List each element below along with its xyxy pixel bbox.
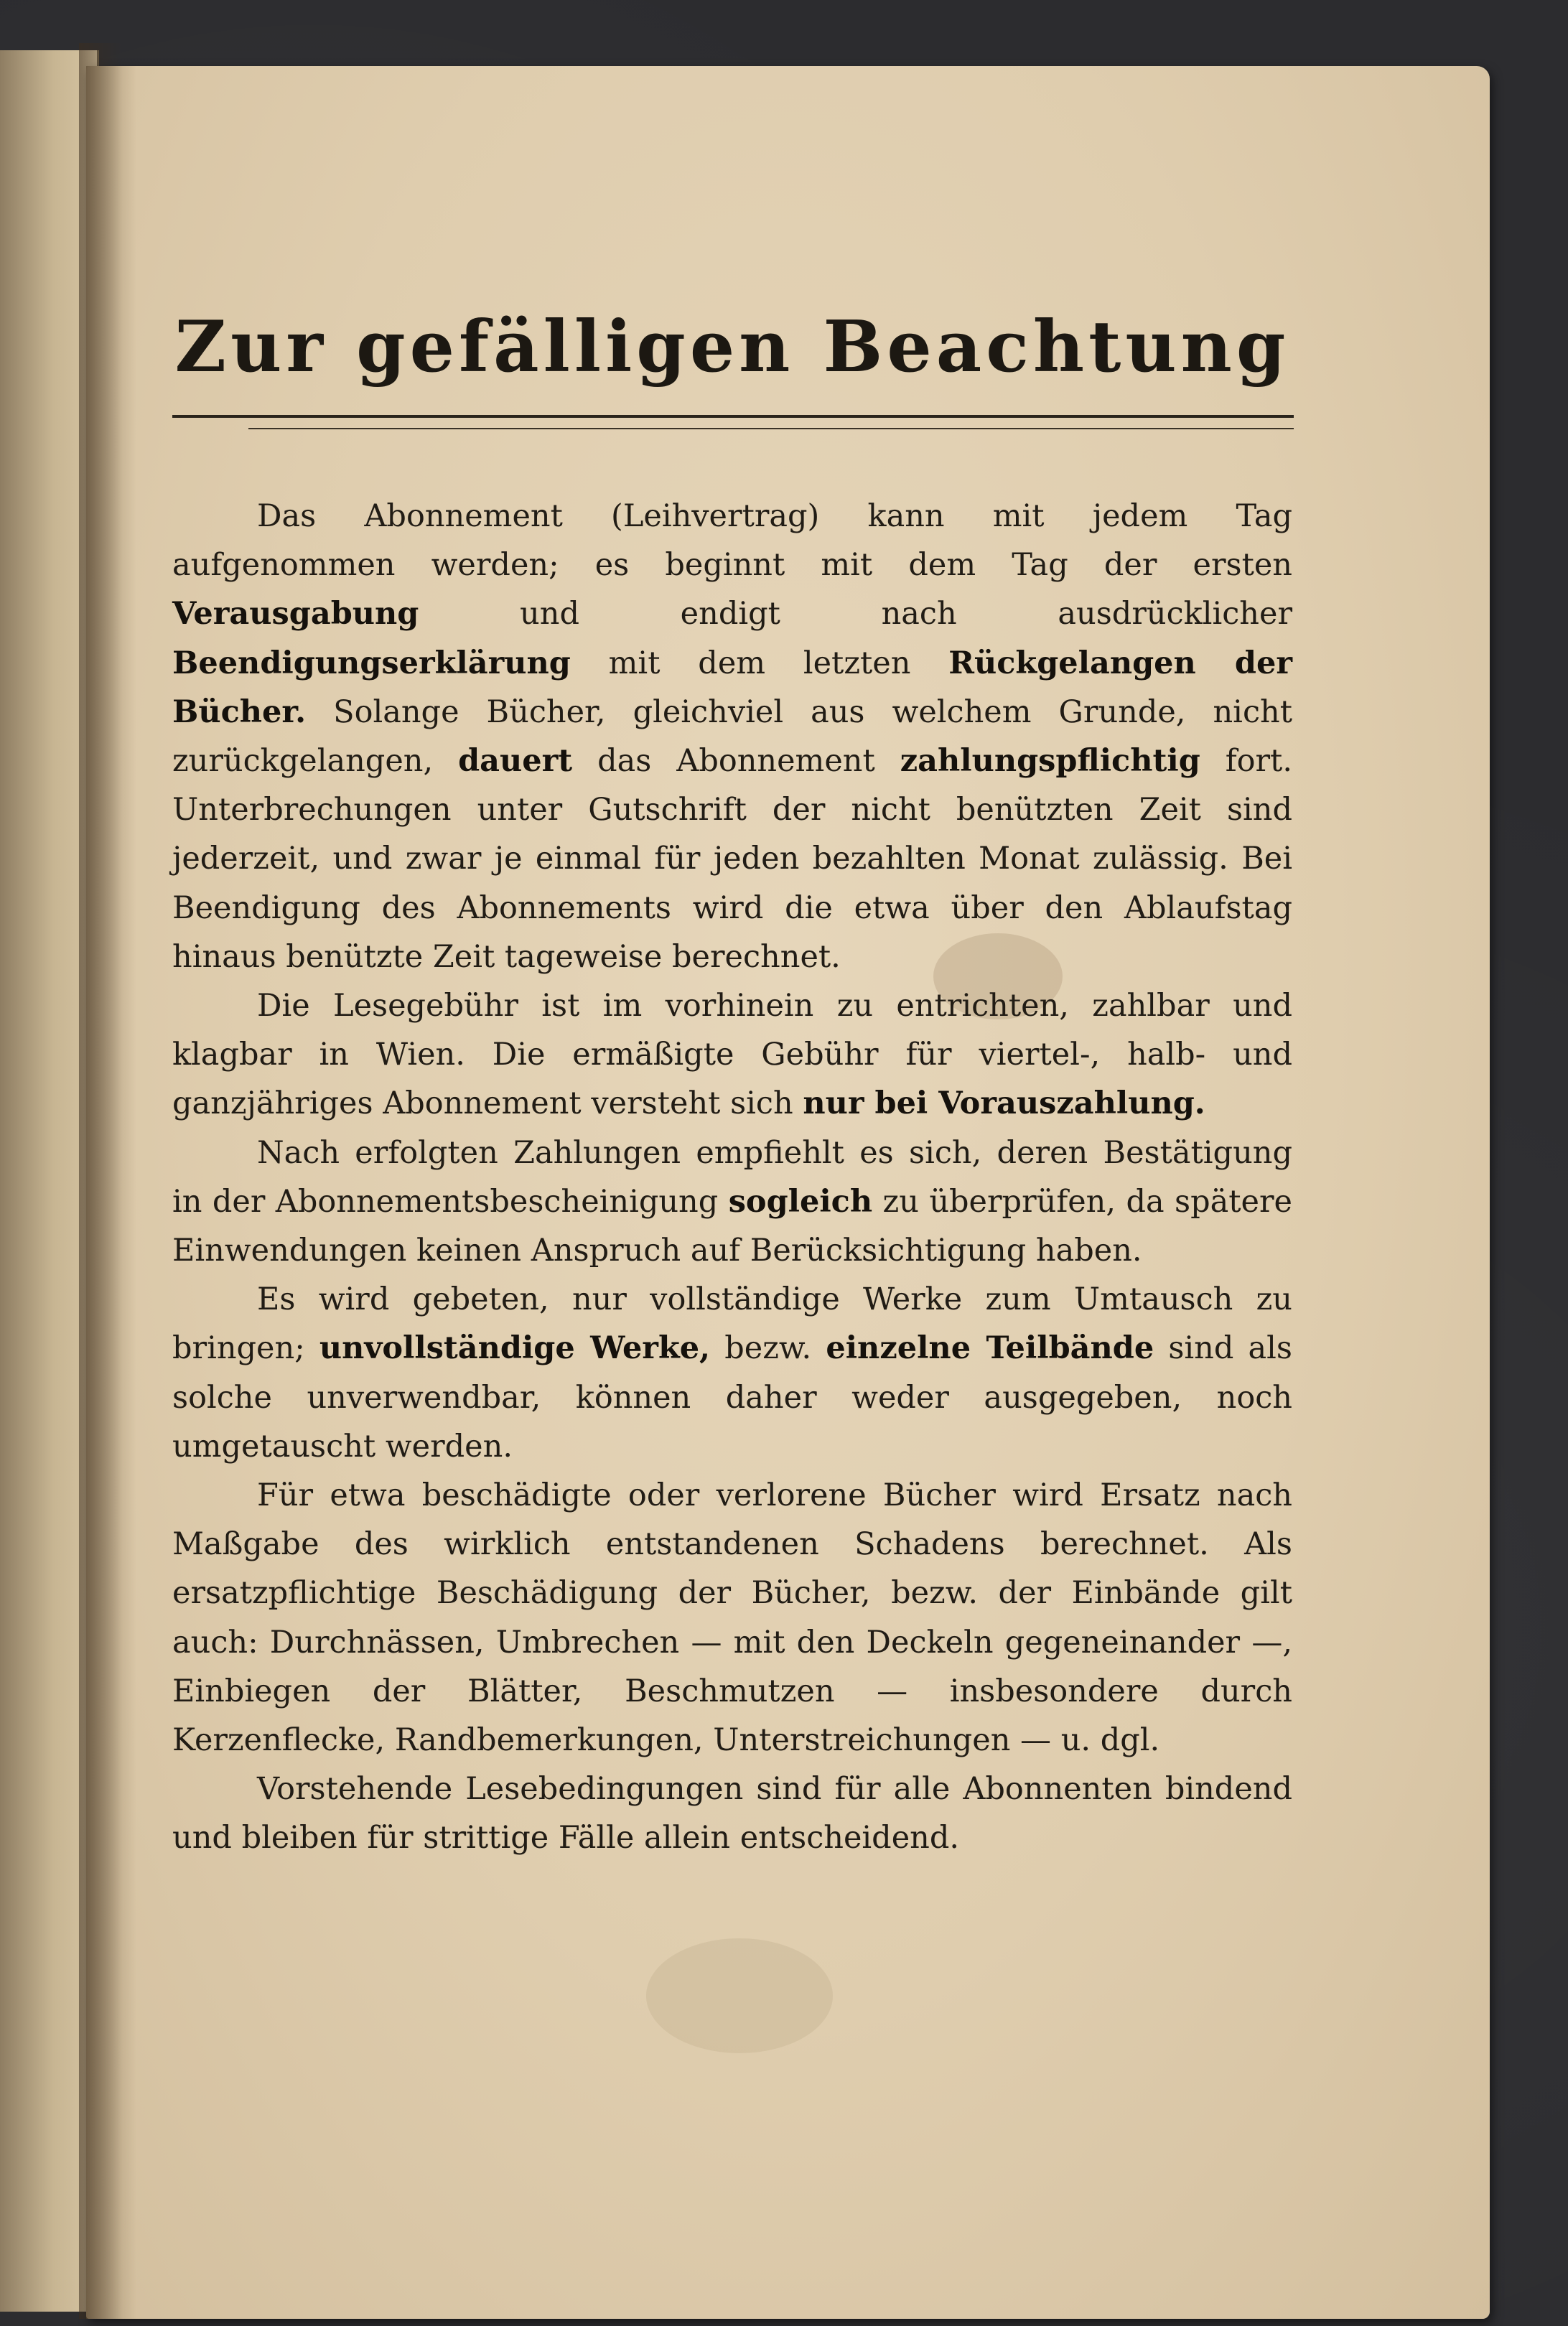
paragraph xyxy=(172,981,1292,1129)
emphasized-text: Beendigungserklärung xyxy=(172,645,571,681)
paragraph-text: Für etwa beschädigte oder verlorene Bücher wird Ersatz nach Maßgabe des wirklich entstandenen Schadens berechnet. Als ersatzpflichtige Beschädigung der Bücher, bezw. der Einbände gilt auch: Durchnässen, Umbrechen — mit den Deckeln gegeneinander —, Einbiegen der Blätter, Beschmutzen — insbesondere durch Kerzenflecke, Randbemerkungen, Unterstreichungen — u. dgl. xyxy=(172,1477,1292,1759)
paragraph-text: Solange Bücher, gleichviel aus welchem Grunde, nicht zurückgelangen, xyxy=(172,693,1292,780)
paragraph-text: sind als solche unverwendbar, können daher weder ausgegeben, noch umgetauscht werden. xyxy=(172,1330,1292,1465)
paragraph xyxy=(172,1471,1292,1765)
paragraph-text: zu überprüfen, da spätere Einwendungen keinen Anspruch auf Berücksichtigung haben. xyxy=(172,1183,1292,1269)
emphasized-text: sogleich xyxy=(728,1183,873,1220)
title-rule-thin xyxy=(248,428,1294,429)
emphasized-text: dauert xyxy=(458,743,573,780)
paper-stain xyxy=(646,1938,833,2053)
title-rule-thick xyxy=(172,415,1294,418)
paragraph-text: mit dem letzten xyxy=(570,645,949,681)
emphasized-text: zahlungspflichtig xyxy=(900,743,1200,780)
paragraph-text: Nach erfolgten Zahlungen empfiehlt es sich, deren Bestätigung in der Abonnementsbescheinigung xyxy=(172,1134,1292,1220)
emphasized-text: unvollständige Werke, xyxy=(319,1330,711,1367)
paragraph-text: bezw. xyxy=(710,1330,826,1367)
paragraph-text: das Abonnement xyxy=(572,743,900,780)
paragraph-text: Das Abonnement (Leihvertrag) kann mit jedem Tag aufgenommen werden; es beginnt mit dem Tag der ersten xyxy=(172,498,1292,584)
paragraph-text: fort. Unterbrechungen unter Gutschrift der nicht benützten Zeit sind jederzeit, und zwar je einmal für jeden bezahlten Monat zulässig. Bei Beendigung des Abonnements wird die etwa über den Ablaufstag hinaus benützte Zeit tageweise berechnet. xyxy=(172,743,1293,975)
paragraph-text: Die Lesegebühr ist im vorhinein zu entrichten, zahlbar und klagbar in Wien. Die ermäßigte Gebühr für viertel-, halb- und ganzjähriges Abonnement versteht sich xyxy=(172,988,1292,1122)
paragraph-text: und endigt nach ausdrücklicher xyxy=(419,596,1292,632)
emphasized-text: einzelne Teilbände xyxy=(826,1330,1154,1367)
paragraph-text: Vorstehende Lesebedingungen sind für alle Abonnenten bindend und bleiben für strittige Fälle allein entscheidend. xyxy=(172,1771,1292,1856)
emphasized-text: Verausgabung xyxy=(172,596,419,632)
paragraph xyxy=(172,1765,1292,1862)
paragraph xyxy=(172,1275,1292,1471)
page-title: Zur gefälligen Beachtung xyxy=(174,306,1290,388)
body-text xyxy=(172,492,1292,1863)
paragraph xyxy=(172,492,1292,981)
emphasized-text: Rückgelangen der Bücher. xyxy=(172,645,1292,730)
paragraph xyxy=(172,1129,1292,1276)
emphasized-text: nur bei Vorauszahlung. xyxy=(803,1085,1205,1122)
binding-gutter xyxy=(79,43,122,2319)
paragraph-text: Es wird gebeten, nur vollständige Werke zum Umtausch zu bringen; xyxy=(172,1281,1292,1367)
